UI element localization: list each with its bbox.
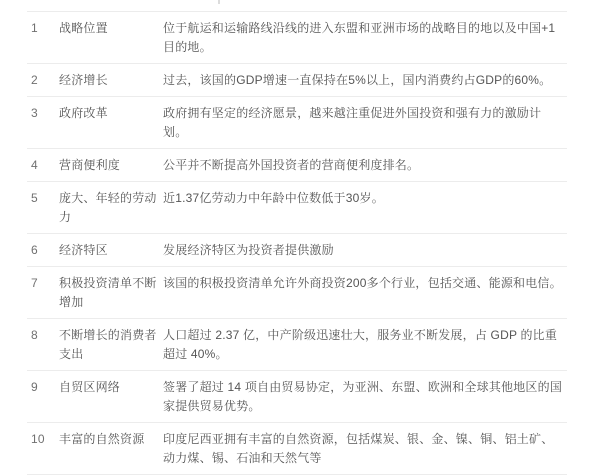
table-row (27, 149, 567, 182)
row-number: 5 (31, 191, 38, 205)
row-description: 人口超过 2.37 亿，中产阶级迅速壮大，服务业不断发展，占 GDP 的比重超过 40%。 (163, 328, 558, 361)
row-description: 政府拥有坚定的经济愿景，越来越注重促进外国投资和强有力的激励计划。 (163, 106, 542, 139)
row-number: 6 (31, 243, 38, 257)
row-title: 不断增长的消费者支出 (59, 328, 157, 361)
row-number: 10 (31, 432, 45, 446)
row-number: 3 (31, 106, 38, 120)
row-number: 4 (31, 158, 38, 172)
table-row (27, 64, 567, 97)
row-title: 政府改革 (59, 106, 108, 120)
row-description: 该国的积极投资清单允许外商投资200多个行业，包括交通、能源和电信。 (163, 276, 562, 290)
row-description: 发展经济特区为投资者提供激励 (163, 243, 334, 257)
row-title: 经济增长 (59, 73, 108, 87)
row-description: 印度尼西亚拥有丰富的自然资源，包括煤炭、银、金、镍、铜、铝土矿、动力煤、锡、石油和天然气等 (163, 432, 554, 465)
table-row (27, 371, 567, 423)
table-row (27, 319, 567, 371)
row-description: 公平并不断提高外国投资者的营商便利度排名。 (163, 158, 420, 172)
row-title: 丰富的自然资源 (59, 432, 145, 446)
table-row (27, 182, 567, 234)
advantages-table (27, 11, 567, 475)
row-description: 位于航运和运输路线沿线的进入东盟和亚洲市场的战略目的地以及中国+1目的地。 (163, 21, 556, 54)
table-row (27, 423, 567, 475)
row-number: 2 (31, 73, 38, 87)
table-row (27, 97, 567, 149)
row-number: 1 (31, 21, 38, 35)
table-row (27, 267, 567, 319)
row-title: 自贸区网络 (59, 380, 121, 394)
row-title: 营商便利度 (59, 158, 121, 172)
row-number: 9 (31, 380, 38, 394)
row-title: 经济特区 (59, 243, 108, 257)
row-description: 过去，该国的GDP增速一直保持在5%以上，国内消费约占GDP的60%。 (163, 73, 552, 87)
row-number: 8 (31, 328, 38, 342)
table-row (27, 234, 567, 267)
table-row (27, 12, 567, 64)
top-edge-crop-artifact (218, 0, 220, 4)
row-title: 战略位置 (59, 21, 108, 35)
row-description: 近1.37亿劳动力中年龄中位数低于30岁。 (163, 191, 384, 205)
row-title: 庞大、年轻的劳动力 (59, 191, 157, 224)
row-title: 积极投资清单不断增加 (59, 276, 157, 309)
row-description: 签署了超过 14 项自由贸易协定，为亚洲、东盟、欧洲和全球其他地区的国家提供贸易优势。 (163, 380, 563, 413)
row-number: 7 (31, 276, 38, 290)
